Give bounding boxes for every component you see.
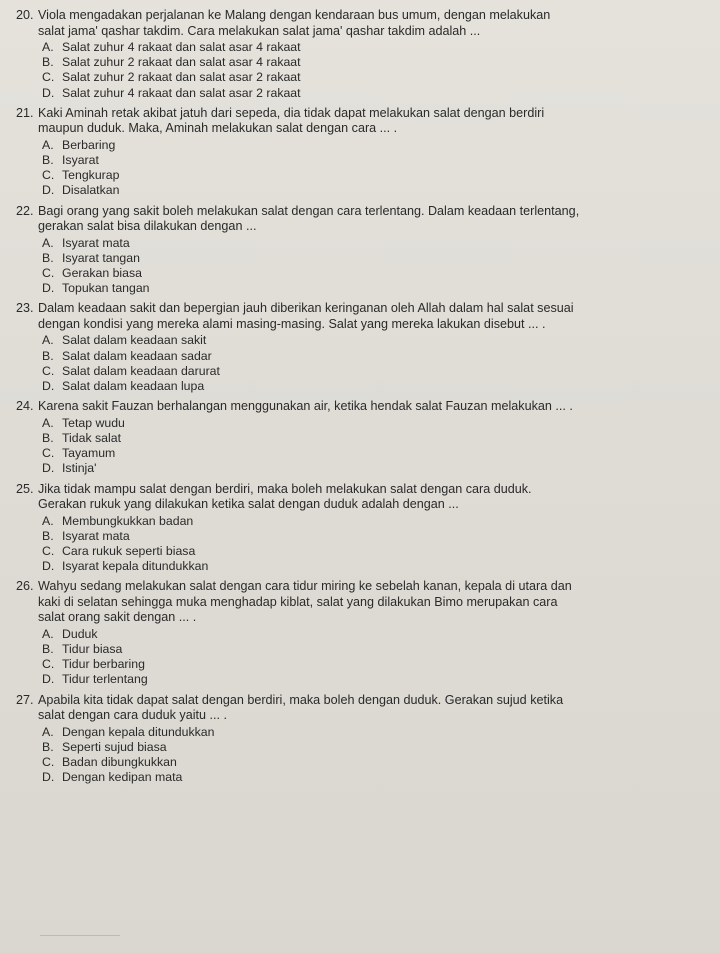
answer-options bbox=[42, 725, 716, 786]
answer-option bbox=[42, 70, 716, 85]
answer-option bbox=[42, 529, 716, 544]
question-number: 27. bbox=[16, 692, 34, 707]
answer-option bbox=[42, 755, 716, 770]
answer-option bbox=[42, 55, 716, 70]
option-letter: D. bbox=[42, 85, 55, 100]
question-number: 25. bbox=[16, 481, 34, 496]
option-letter: C. bbox=[42, 168, 55, 183]
answer-option bbox=[42, 657, 716, 672]
option-text: Berbaring bbox=[62, 137, 116, 152]
option-letter: A. bbox=[42, 626, 54, 641]
option-letter: D. bbox=[42, 461, 55, 476]
answer-option bbox=[42, 627, 716, 642]
option-text: Gerakan biasa bbox=[62, 266, 142, 281]
answer-option bbox=[42, 416, 716, 431]
question-27 bbox=[16, 693, 716, 786]
answer-option bbox=[42, 349, 716, 364]
option-letter: B. bbox=[42, 250, 54, 265]
question-stem bbox=[16, 693, 716, 724]
option-text: Topukan tangan bbox=[62, 281, 150, 296]
question-26 bbox=[16, 579, 716, 687]
option-text: Isyarat mata bbox=[62, 528, 130, 543]
question-23 bbox=[16, 301, 716, 394]
option-letter: B. bbox=[42, 528, 54, 543]
answer-options bbox=[42, 138, 716, 199]
question-text: Jika tidak mampu salat dengan berdiri, maka boleh melakukan salat dengan cara duduk. Gerakan rukuk yang dilakukan ketika salat dengan duduk adalah dengan ... bbox=[38, 481, 532, 512]
option-letter: A. bbox=[42, 137, 54, 152]
answer-option bbox=[42, 168, 716, 183]
answer-option bbox=[42, 725, 716, 740]
option-letter: D. bbox=[42, 672, 55, 687]
answer-option bbox=[42, 740, 716, 755]
option-letter: B. bbox=[42, 55, 54, 70]
question-stem bbox=[16, 204, 716, 235]
option-letter: D. bbox=[42, 281, 55, 296]
option-text: Tidak salat bbox=[62, 430, 122, 445]
question-stem bbox=[16, 301, 716, 332]
option-text: Salat dalam keadaan lupa bbox=[62, 379, 205, 394]
option-text: Salat dalam keadaan darurat bbox=[62, 363, 220, 378]
option-text: Disalatkan bbox=[62, 183, 120, 198]
question-stem bbox=[16, 106, 716, 137]
question-20 bbox=[16, 8, 716, 101]
option-letter: C. bbox=[42, 266, 55, 281]
option-text: Dengan kepala ditundukkan bbox=[62, 724, 215, 739]
option-text: Tidur terlentang bbox=[62, 672, 148, 687]
question-stem bbox=[16, 579, 716, 626]
option-letter: A. bbox=[42, 235, 54, 250]
question-number: 24. bbox=[16, 399, 34, 414]
answer-option bbox=[42, 236, 716, 251]
option-letter: B. bbox=[42, 642, 54, 657]
answer-option bbox=[42, 138, 716, 153]
option-letter: D. bbox=[42, 770, 55, 785]
answer-option bbox=[42, 40, 716, 55]
option-letter: D. bbox=[42, 379, 55, 394]
option-text: Tidur berbaring bbox=[62, 657, 145, 672]
answer-options bbox=[42, 236, 716, 297]
answer-option bbox=[42, 446, 716, 461]
question-25 bbox=[16, 482, 716, 575]
option-letter: C. bbox=[42, 446, 55, 461]
answer-option bbox=[42, 251, 716, 266]
page-edge-line bbox=[40, 935, 120, 936]
answer-option bbox=[42, 281, 716, 296]
question-text: Bagi orang yang sakit boleh melakukan salat dengan cara terlentang. Dalam keadaan terlentang, gerakan salat bisa dilakukan dengan ... bbox=[38, 203, 580, 234]
question-24 bbox=[16, 399, 716, 476]
answer-option bbox=[42, 770, 716, 785]
option-text: Isyarat kepala ditundukkan bbox=[62, 559, 209, 574]
option-text: Cara rukuk seperti biasa bbox=[62, 543, 196, 558]
answer-option bbox=[42, 544, 716, 559]
option-text: Isyarat mata bbox=[62, 235, 130, 250]
answer-option bbox=[42, 672, 716, 687]
option-text: Membungkukkan badan bbox=[62, 513, 194, 528]
option-letter: D. bbox=[42, 183, 55, 198]
option-letter: C. bbox=[42, 543, 55, 558]
option-text: Tengkurap bbox=[62, 168, 120, 183]
option-letter: A. bbox=[42, 40, 54, 54]
answer-option bbox=[42, 642, 716, 657]
option-text: Salat zuhur 4 rakaat dan salat asar 4 rakaat bbox=[62, 40, 301, 54]
option-letter: B. bbox=[42, 739, 54, 754]
option-text: Tidur biasa bbox=[62, 642, 123, 657]
option-letter: A. bbox=[42, 333, 54, 348]
option-letter: A. bbox=[42, 724, 54, 739]
question-stem bbox=[16, 8, 716, 39]
option-text: Salat dalam keadaan sakit bbox=[62, 333, 207, 348]
question-text: Dalam keadaan sakit dan bepergian jauh diberikan keringanan oleh Allah dalam hal salat sesuai dengan kondisi yang mereka alami masing-masing. Salat yang mereka lakukan disebut ... . bbox=[38, 301, 574, 331]
option-letter: B. bbox=[42, 153, 54, 168]
option-letter: C. bbox=[42, 70, 55, 85]
option-text: Seperti sujud biasa bbox=[62, 739, 167, 754]
question-number: 21. bbox=[16, 105, 34, 120]
answer-options bbox=[42, 627, 716, 688]
answer-option bbox=[42, 153, 716, 168]
answer-option bbox=[42, 461, 716, 476]
answer-option bbox=[42, 333, 716, 348]
question-text: Wahyu sedang melakukan salat dengan cara tidur miring ke sebelah kanan, kepala di utara dan kaki di selatan sehingga muka menghadap kiblat, salat yang dilakukan Bimo merupakan cara salat orang sakit dengan ... . bbox=[38, 579, 572, 625]
answer-options bbox=[42, 416, 716, 477]
answer-option bbox=[42, 431, 716, 446]
option-letter: D. bbox=[42, 559, 55, 574]
question-number: 22. bbox=[16, 203, 34, 218]
answer-options bbox=[42, 40, 716, 101]
option-letter: B. bbox=[42, 430, 54, 445]
question-text: Apabila kita tidak dapat salat dengan berdiri, maka boleh dengan duduk. Gerakan sujud ketika salat dengan cara duduk yaitu ... . bbox=[38, 692, 564, 723]
answer-options bbox=[42, 514, 716, 575]
answer-option bbox=[42, 364, 716, 379]
option-text: Dengan kedipan mata bbox=[62, 770, 183, 785]
option-text: Isyarat tangan bbox=[62, 250, 140, 265]
option-letter: C. bbox=[42, 755, 55, 770]
option-text: Salat zuhur 2 rakaat dan salat asar 4 rakaat bbox=[62, 55, 301, 70]
option-text: Salat zuhur 4 rakaat dan salat asar 2 rakaat bbox=[62, 85, 301, 100]
question-text: Kaki Aminah retak akibat jatuh dari sepeda, dia tidak dapat melakukan salat dengan berdiri maupun duduk. Maka, Aminah melakukan salat dengan cara ... . bbox=[38, 105, 545, 136]
answer-option bbox=[42, 379, 716, 394]
question-stem bbox=[16, 482, 716, 513]
answer-option bbox=[42, 559, 716, 574]
question-stem bbox=[16, 399, 716, 415]
question-text: Karena sakit Fauzan berhalangan menggunakan air, ketika hendak salat Fauzan melakukan ... . bbox=[38, 399, 573, 414]
answer-option bbox=[42, 266, 716, 281]
option-text: Tayamum bbox=[62, 446, 116, 461]
option-text: Salat zuhur 2 rakaat dan salat asar 2 rakaat bbox=[62, 70, 301, 85]
question-number: 26. bbox=[16, 579, 34, 594]
question-22 bbox=[16, 204, 716, 297]
option-text: Istinja' bbox=[62, 461, 97, 476]
option-text: Duduk bbox=[62, 626, 98, 641]
option-letter: C. bbox=[42, 657, 55, 672]
option-letter: A. bbox=[42, 513, 54, 528]
option-text: Tetap wudu bbox=[62, 415, 125, 430]
question-list bbox=[16, 8, 716, 791]
option-text: Salat dalam keadaan sadar bbox=[62, 348, 212, 363]
option-letter: C. bbox=[42, 363, 55, 378]
answer-option bbox=[42, 183, 716, 198]
option-letter: B. bbox=[42, 348, 54, 363]
answer-options bbox=[42, 333, 716, 394]
option-text: Isyarat bbox=[62, 153, 99, 168]
answer-option bbox=[42, 86, 716, 101]
question-number: 23. bbox=[16, 301, 34, 316]
question-text: Viola mengadakan perjalanan ke Malang dengan kendaraan bus umum, dengan melakukan salat jama' qashar takdim. Cara melakukan salat jama' qashar takdim adalah ... bbox=[38, 8, 551, 38]
question-21 bbox=[16, 106, 716, 199]
question-number: 20. bbox=[16, 8, 34, 22]
answer-option bbox=[42, 514, 716, 529]
option-text: Badan dibungkukkan bbox=[62, 755, 177, 770]
option-letter: A. bbox=[42, 415, 54, 430]
